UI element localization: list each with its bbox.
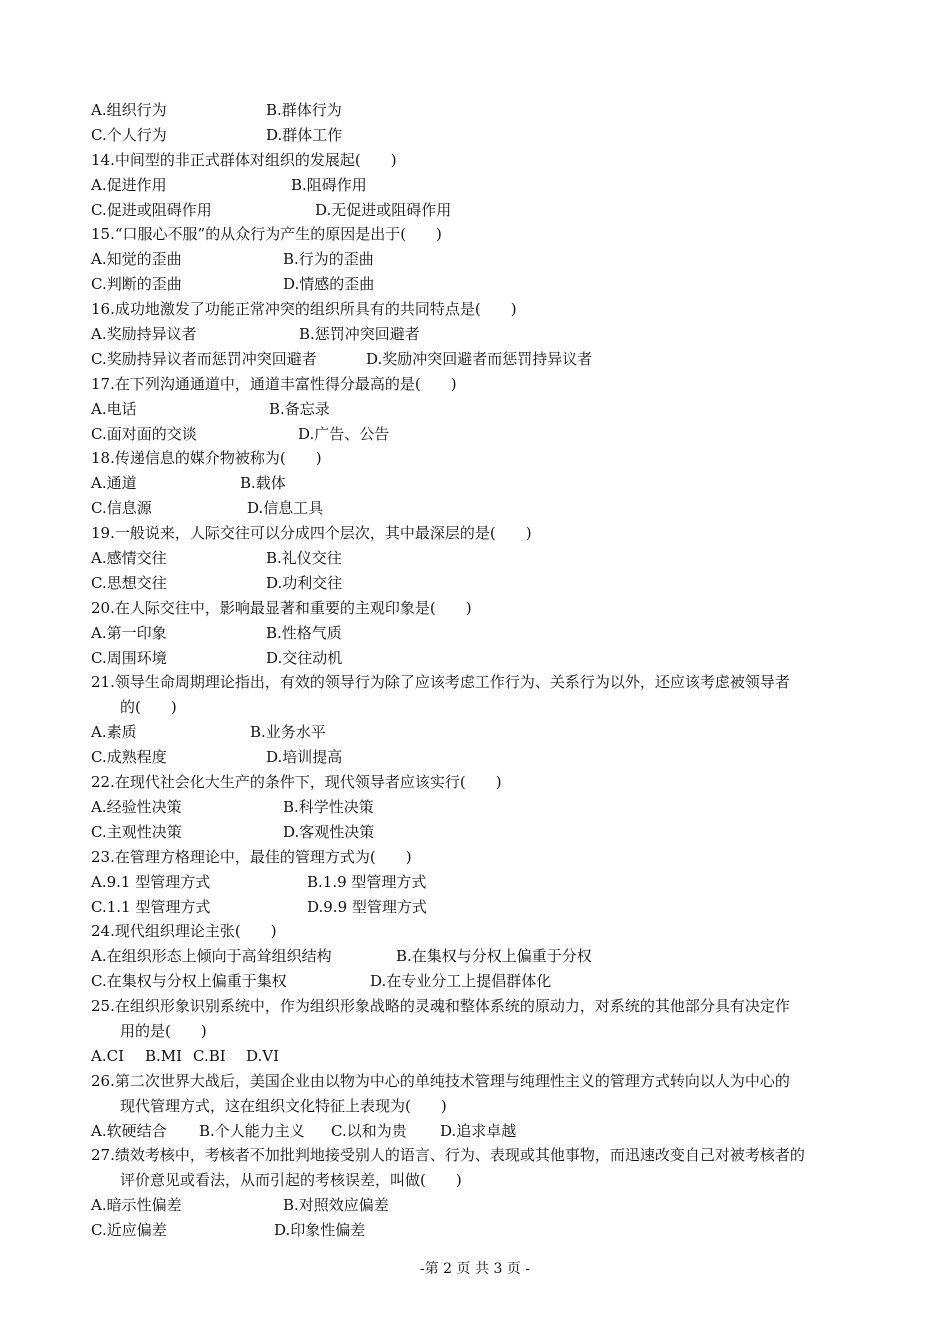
answer-option: A.组织行为	[91, 101, 167, 119]
answer-options-row	[91, 471, 866, 496]
answer-option: B.性格气质	[266, 623, 342, 642]
answer-option: A.感情交往	[91, 549, 167, 568]
answer-options-row	[91, 1218, 866, 1243]
answer-option: A.在组织形态上倾向于高耸组织结构	[91, 947, 332, 966]
question-stem-line: 21.领导生命周期理论指出，有效的领导行为除了应该考虑工作行为、关系行为以外，还应该考虑被领导者	[91, 673, 790, 692]
answer-option: B.业务水平	[250, 723, 326, 742]
question-stem: 22.在现代社会化大生产的条件下，现代领导者应该实行( )	[91, 773, 502, 792]
answer-option: A.促进作用	[91, 175, 167, 194]
answer-options-row	[91, 247, 866, 272]
answer-options-row	[91, 1193, 866, 1218]
answer-option: B.个人能力主义	[199, 1121, 305, 1140]
question-stem: 19.一般说来，人际交往可以分成四个层次，其中最深层的是( )	[91, 524, 532, 543]
answer-option: B.群体行为	[266, 101, 342, 119]
question-stem: 14.中间型的非正式群体对组织的发展起( )	[91, 150, 397, 169]
question-stem: 20.在人际交往中，影响最显著和重要的主观印象是( )	[91, 598, 472, 617]
answer-options-row	[91, 272, 866, 297]
answer-options-row	[91, 397, 866, 422]
answer-option: A.暗示性偏差	[91, 1196, 182, 1215]
question-stem: 16.成功地激发了功能正常冲突的组织所具有的共同特点是( )	[91, 300, 517, 319]
answer-option: A.奖励持异议者	[91, 325, 197, 344]
answer-options-row	[91, 646, 866, 671]
answer-option: C.BI	[193, 1046, 226, 1065]
answer-option: A.经验性决策	[91, 797, 182, 816]
answer-option: D.广告、公告	[298, 424, 390, 443]
answer-option: C.周围环境	[91, 648, 167, 667]
answer-option: A.知觉的歪曲	[91, 250, 182, 269]
answer-option: D.功利交往	[266, 573, 343, 592]
answer-option: D.信息工具	[247, 499, 324, 518]
answer-option: B.在集权与分权上偏重于分权	[396, 947, 592, 966]
answer-options-row	[91, 870, 866, 895]
answer-option: C.成熟程度	[91, 748, 167, 767]
answer-option: D.客观性决策	[283, 822, 375, 841]
answer-option: B.科学性决策	[283, 797, 374, 816]
answer-option: D.无促进或阻碍作用	[315, 200, 452, 219]
answer-option: D.交往动机	[266, 648, 343, 667]
question-stem-continuation: 评价意见或看法，从而引起的考核误差，叫做( )	[120, 1171, 462, 1190]
answer-options-row	[91, 820, 866, 845]
answer-options-row	[91, 123, 866, 148]
answer-options-row	[91, 322, 866, 347]
question-stem-continuation: 用的是( )	[120, 1021, 207, 1040]
answer-option: B.载体	[240, 474, 286, 493]
question-stem	[91, 1143, 866, 1193]
answer-options-row	[91, 895, 866, 920]
question-stem-line: 26.第二次世界大战后，美国企业由以物为中心的单纯技术管理与纯理性主义的管理方式转向以人为中心的	[91, 1071, 790, 1090]
answer-options-row	[91, 98, 866, 123]
answer-option: C.以和为贵	[331, 1121, 407, 1140]
question-stem	[91, 994, 866, 1044]
answer-option: C.信息源	[91, 499, 152, 518]
question-stem-line: 25.在组织形象识别系统中，作为组织形象战略的灵魂和整体系统的原动力，对系统的其他部分具有决定作	[91, 997, 790, 1016]
answer-options-row	[91, 1119, 866, 1144]
question-stem: 15.“口服心不服”的从众行为产生的原因是出于( )	[91, 225, 442, 244]
answer-option: D.群体工作	[266, 125, 343, 144]
answer-option: D.9.9 型管理方式	[307, 897, 427, 916]
answer-options-row	[91, 621, 866, 646]
answer-option: C.奖励持异议者而惩罚冲突回避者	[91, 349, 317, 368]
question-stem-continuation: 的( )	[120, 698, 177, 717]
document-body	[91, 98, 866, 1243]
answer-option: D.追求卓越	[440, 1121, 517, 1140]
answer-option: C.促进或阻碍作用	[91, 200, 212, 219]
answer-options-row	[91, 198, 866, 223]
answer-option: C.个人行为	[91, 125, 167, 144]
answer-option: B.阻碍作用	[291, 175, 367, 194]
answer-option: B.MI	[145, 1046, 183, 1065]
answer-option: A.素质	[91, 723, 137, 742]
answer-option: B.惩罚冲突回避者	[299, 325, 420, 344]
answer-option: B.备忘录	[269, 399, 330, 418]
question-stem: 24.现代组织理论主张( )	[91, 922, 277, 941]
answer-option: C.判断的歪曲	[91, 275, 182, 294]
answer-option: A.软硬结合	[91, 1121, 167, 1140]
answer-option: D.在专业分工上提倡群体化	[370, 972, 552, 991]
answer-options-row	[91, 546, 866, 571]
answer-options-row	[91, 795, 866, 820]
answer-option: D.培训提高	[266, 748, 343, 767]
answer-option: B.对照效应偏差	[283, 1196, 389, 1215]
answer-options-row	[91, 173, 866, 198]
answer-option: B.1.9 型管理方式	[307, 872, 427, 891]
answer-options-row	[91, 496, 866, 521]
question-stem-continuation: 现代管理方式，这在组织文化特征上表现为( )	[120, 1096, 447, 1115]
answer-option: D.VI	[246, 1046, 280, 1065]
answer-option: A.第一印象	[91, 623, 167, 642]
answer-option: C.思想交往	[91, 573, 167, 592]
answer-options-row	[91, 422, 866, 447]
page-footer: -第 2 页 共 3 页 -	[420, 1261, 530, 1277]
answer-option: C.1.1 型管理方式	[91, 897, 211, 916]
answer-option: C.面对面的交谈	[91, 424, 197, 443]
answer-option: A.电话	[91, 399, 137, 418]
answer-option: D.奖励冲突回避者而惩罚持异议者	[366, 349, 593, 368]
answer-option: B.礼仪交往	[266, 549, 342, 568]
question-stem: 17.在下列沟通通道中，通道丰富性得分最高的是( )	[91, 374, 457, 393]
answer-option: B.行为的歪曲	[283, 250, 374, 269]
answer-option: C.在集权与分权上偏重于集权	[91, 972, 287, 991]
question-stem: 18.传递信息的媒介物被称为( )	[91, 449, 322, 468]
answer-options-row	[91, 1044, 866, 1069]
answer-option: A.通道	[91, 474, 137, 493]
question-stem-line: 27.绩效考核中，考核者不加批判地接受别人的语言、行为、表现或其他事物，而迅速改变自己对被考核者的	[91, 1146, 805, 1165]
answer-option: C.主观性决策	[91, 822, 182, 841]
question-stem	[91, 670, 866, 720]
answer-options-row	[91, 720, 866, 745]
answer-options-row	[91, 969, 866, 994]
answer-options-row	[91, 944, 866, 969]
answer-option: D.情感的歪曲	[283, 275, 375, 294]
answer-option: C.近应偏差	[91, 1221, 167, 1240]
question-stem: 23.在管理方格理论中，最佳的管理方式为( )	[91, 847, 412, 866]
answer-option: D.印象性偏差	[274, 1221, 366, 1240]
answer-options-row	[91, 745, 866, 770]
answer-options-row	[91, 571, 866, 596]
answer-option: A.9.1 型管理方式	[91, 872, 211, 891]
question-stem	[91, 1069, 866, 1119]
answer-options-row	[91, 347, 866, 372]
answer-option: A.CI	[91, 1046, 125, 1065]
